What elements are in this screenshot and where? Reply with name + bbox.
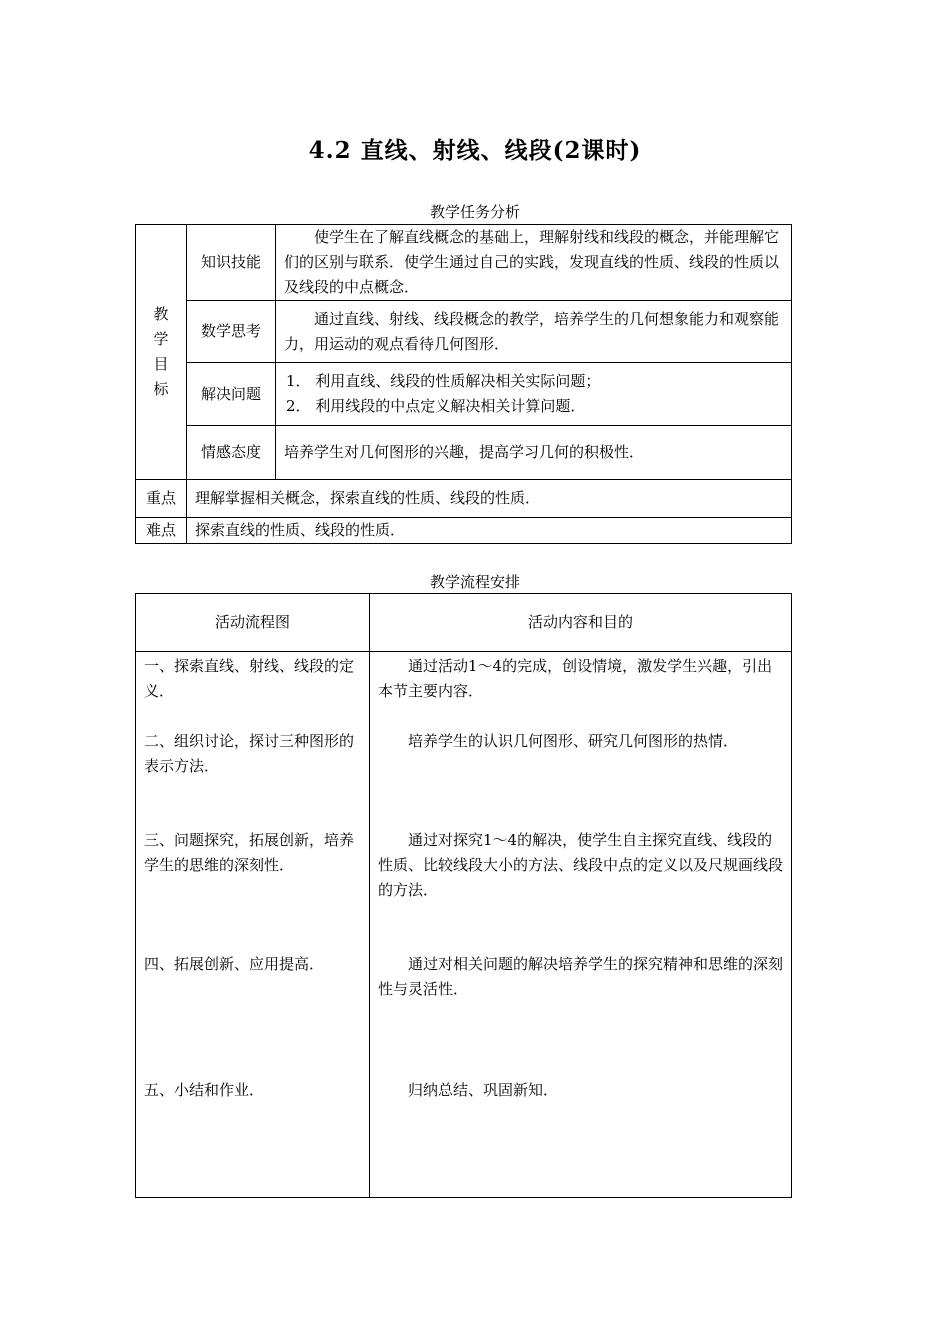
goal-sub-label: 知识技能: [187, 225, 276, 301]
flow-body-row: [136, 652, 792, 1198]
goal-list: [276, 363, 792, 426]
flow-purpose: 归纳总结、巩固新知．: [408, 1081, 559, 1099]
page-title: 4.2 直线、射线、线段(2课时): [308, 137, 642, 164]
goal-sub-label: 数学思考: [187, 301, 276, 363]
list-item: 2． 利用线段的中点定义解决相关计算问题．: [286, 397, 586, 415]
flow-header-step: 活动流程图: [136, 594, 370, 652]
flow-purpose: 培养学生的认识几何图形、研究几何图形的热情．: [408, 732, 739, 750]
key-point-row: [136, 480, 792, 518]
goal-row-attitude: [136, 426, 792, 480]
goal-sub-label: 情感态度: [187, 426, 276, 480]
goal-text: 通过直线、射线、线段概念的教学，培养学生的几何想象能力和观察能力，用运动的观点看待几何图形．: [276, 301, 792, 363]
goal-row-thinking: [136, 301, 792, 363]
flow-purpose: 通过对相关问题的解决培养学生的探究精神和思维的深刻性与灵活性．: [378, 955, 784, 998]
flow-steps-cell: [136, 652, 370, 1198]
difficulty-text: 探索直线的性质、线段的性质．: [187, 518, 792, 544]
flow-step: 三、问题探究，拓展创新，培养学生的思维的深刻性．: [144, 831, 355, 874]
key-point-text: 理解掌握相关概念，探索直线的性质、线段的性质．: [187, 480, 792, 518]
flow-step: 一、探索直线、射线、线段的定义．: [144, 657, 355, 700]
goal-text: 使学生在了解直线概念的基础上，理解射线和线段的概念，并能理解它们的区别与联系．使学生通过自己的实践，发现直线的性质、线段的性质以及线段的中点概念．: [276, 225, 792, 301]
flow-header-row: [136, 594, 792, 652]
list-item: 1． 利用直线、线段的性质解决相关实际问题；: [286, 372, 601, 390]
flow-header-purpose: 活动内容和目的: [370, 594, 792, 652]
flow-step: 二、组织讨论，探讨三种图形的表示方法．: [144, 732, 355, 775]
goal-text: 培养学生对几何图形的兴趣，提高学习几何的积极性．: [276, 426, 792, 480]
goal-label: 教 学 目 标: [136, 225, 187, 480]
flow-purposes-cell: [370, 652, 792, 1198]
flow-purpose: 通过对探究1～4的解决，使学生自主探究直线、线段的性质、比较线段大小的方法、线段中点的定义以及尺规画线段的方法．: [378, 831, 784, 899]
key-point-label: 重点: [136, 480, 187, 518]
flow-caption: 教学流程安排: [429, 573, 520, 591]
difficulty-label: 难点: [136, 518, 187, 544]
analysis-table: [135, 224, 792, 544]
goal-row-solving: [136, 363, 792, 426]
flow-purpose: 通过活动1～4的完成，创设情境，激发学生兴趣，引出本节主要内容．: [378, 657, 773, 700]
flow-step: 四、拓展创新、应用提高．: [144, 955, 325, 973]
difficulty-row: [136, 518, 792, 544]
flow-table: [135, 593, 792, 1198]
goal-row-knowledge: [136, 225, 792, 301]
flow-step: 五、小结和作业．: [144, 1081, 265, 1099]
goal-sub-label: 解决问题: [187, 363, 276, 426]
analysis-caption: 教学任务分析: [429, 203, 520, 221]
